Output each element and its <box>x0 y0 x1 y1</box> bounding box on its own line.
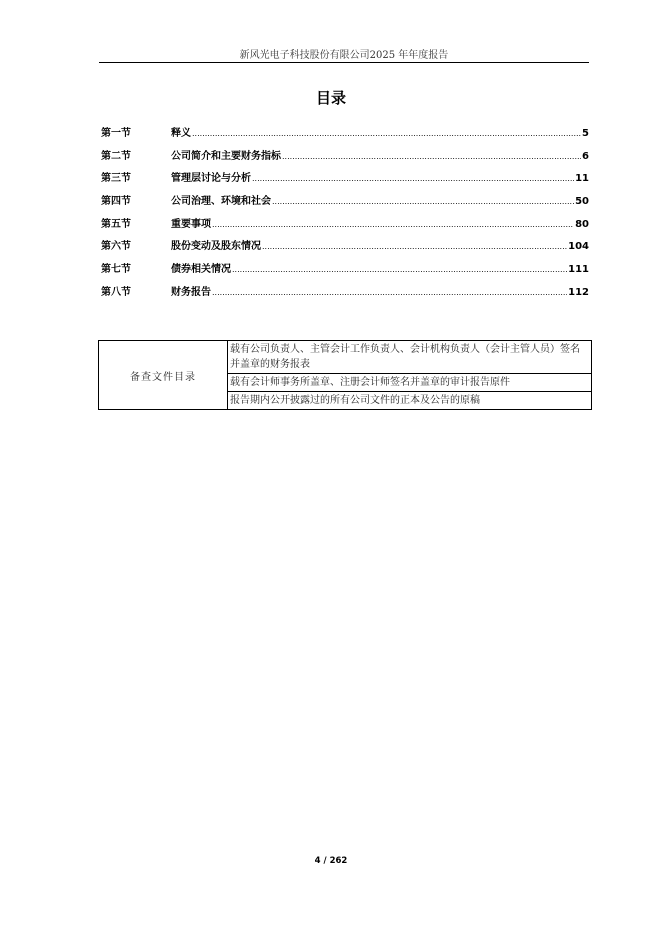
toc-entry[interactable] <box>101 283 589 306</box>
toc-section-number: 第二节 <box>101 150 131 162</box>
toc-entry[interactable] <box>101 192 589 215</box>
toc-leader-dots <box>282 151 581 162</box>
toc-section-number: 第一节 <box>101 128 131 139</box>
toc-page-number: 112 <box>568 286 589 298</box>
header-rule <box>99 62 589 63</box>
toc-section-title: 公司简介和主要财务指标 <box>171 150 281 162</box>
toc-entry[interactable] <box>101 124 589 147</box>
reference-document-item: 载有会计师事务所盖章、注册会计师签名并盖章的审计报告原件 <box>228 374 592 392</box>
table-row <box>99 341 592 374</box>
toc-section-title: 股份变动及股东情况 <box>171 241 261 253</box>
toc-leader-dots <box>232 264 567 275</box>
toc-section-number: 第四节 <box>101 196 131 208</box>
toc-section-title: 释义 <box>171 128 191 139</box>
page-title: 目录 <box>315 89 346 107</box>
toc-section-number: 第七节 <box>101 264 131 276</box>
toc-entry[interactable] <box>101 260 589 283</box>
toc-leader-dots <box>192 128 581 139</box>
table-of-contents <box>101 124 589 306</box>
page-header: 新风光电子科技股份有限公司2025 年年度报告 <box>239 50 449 61</box>
toc-page-number: 6 <box>582 150 589 162</box>
reference-document-item: 报告期内公开披露过的所有公司文件的正本及公告的原稿 <box>228 392 592 410</box>
toc-section-title: 财务报告 <box>171 286 211 298</box>
toc-section-number: 第六节 <box>101 241 131 253</box>
toc-page-number: 5 <box>582 128 589 139</box>
toc-entry[interactable] <box>101 147 589 170</box>
toc-page-number: 11 <box>575 173 589 185</box>
toc-leader-dots <box>212 219 574 230</box>
toc-leader-dots <box>272 196 574 207</box>
toc-page-number: 104 <box>568 241 589 253</box>
toc-section-number: 第八节 <box>101 286 131 298</box>
reference-document-item: 载有公司负责人、主管会计工作负责人、会计机构负责人（会计主管人员）签名并盖章的财务报表 <box>228 341 592 374</box>
toc-entry[interactable] <box>101 215 589 238</box>
toc-section-number: 第三节 <box>101 173 131 185</box>
toc-page-number: 80 <box>575 218 589 230</box>
toc-section-title: 公司治理、环境和社会 <box>171 196 271 208</box>
toc-leader-dots <box>262 241 567 252</box>
toc-section-title: 重要事项 <box>171 218 211 230</box>
toc-section-number: 第五节 <box>101 218 131 230</box>
toc-page-number: 111 <box>568 264 589 276</box>
toc-leader-dots <box>252 173 574 184</box>
reference-documents-table <box>98 340 592 410</box>
toc-page-number: 50 <box>575 196 589 208</box>
toc-entry[interactable] <box>101 237 589 260</box>
toc-leader-dots <box>212 287 567 298</box>
reference-documents-label: 备查文件目录 <box>99 341 228 410</box>
toc-section-title: 债券相关情况 <box>171 264 231 276</box>
toc-section-title: 管理层讨论与分析 <box>171 173 251 185</box>
page-number: 4 / 262 <box>314 856 348 866</box>
toc-entry[interactable] <box>101 169 589 192</box>
